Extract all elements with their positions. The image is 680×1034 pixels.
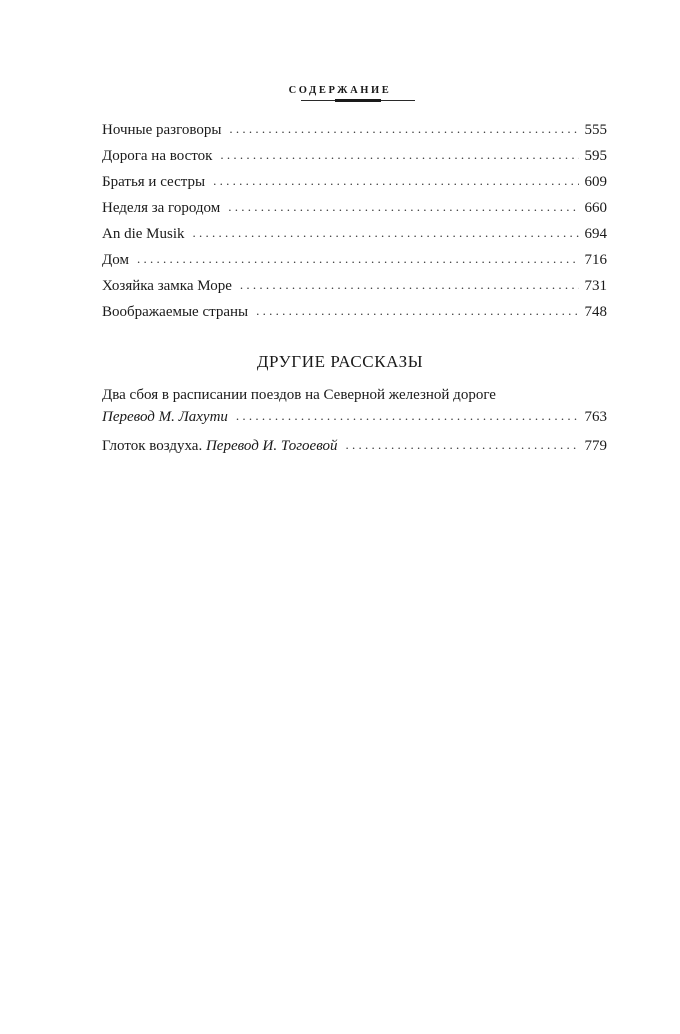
dot-leader bbox=[228, 194, 578, 220]
dot-leader bbox=[193, 220, 579, 246]
toc-entry[interactable] bbox=[102, 221, 607, 247]
toc-entry[interactable] bbox=[102, 435, 607, 456]
toc-entry-page: 555 bbox=[584, 122, 607, 138]
section-heading-other-stories: ДРУГИЕ РАССКАЗЫ bbox=[256, 352, 424, 371]
toc-entry[interactable] bbox=[102, 117, 607, 143]
header-rule-thick bbox=[335, 99, 381, 102]
toc-entry[interactable] bbox=[102, 299, 607, 325]
dot-leader bbox=[256, 298, 578, 324]
toc-entry-title-with-translator bbox=[102, 436, 338, 457]
toc-entry-page: 609 bbox=[584, 174, 607, 190]
toc-entry-title: Воображаемые страны bbox=[102, 304, 249, 320]
toc-entry[interactable] bbox=[102, 247, 607, 273]
dot-leader bbox=[137, 246, 579, 272]
toc-entry[interactable] bbox=[102, 195, 607, 221]
toc-entry-title: Два сбоя в расписании поездов на Северной железной дороге bbox=[102, 387, 496, 403]
toc-entry-title: An die Musik bbox=[102, 226, 185, 242]
toc-entry-translator: Перевод М. Лахути bbox=[102, 409, 228, 425]
toc-entry-title: Хозяйка замка Море bbox=[102, 278, 232, 294]
running-header bbox=[0, 80, 680, 98]
toc-entry-page: 694 bbox=[584, 226, 607, 242]
toc-entry-translator-line bbox=[102, 406, 607, 427]
dot-leader bbox=[229, 116, 578, 142]
toc-entry[interactable] bbox=[102, 273, 607, 299]
toc-entry-multiline[interactable] bbox=[102, 385, 607, 427]
toc-entry-title: Ночные разговоры bbox=[102, 122, 222, 138]
dot-leader bbox=[236, 405, 579, 426]
toc-entry-page: 763 bbox=[584, 409, 607, 425]
toc-entry-page: 731 bbox=[584, 278, 607, 294]
toc-main-list bbox=[102, 117, 607, 325]
toc-entry-translator: Перевод И. Тогоевой bbox=[205, 438, 338, 454]
toc-entry[interactable] bbox=[102, 143, 607, 169]
dot-leader bbox=[220, 142, 578, 168]
toc-entry-title: Дом bbox=[102, 252, 129, 268]
dot-leader bbox=[240, 272, 579, 298]
toc-entry-title: Глоток воздуха. bbox=[102, 438, 203, 454]
contents-title: СОДЕРЖАНИЕ bbox=[288, 85, 392, 96]
toc-entry-page: 748 bbox=[584, 304, 607, 320]
toc-entry-page: 595 bbox=[584, 148, 607, 164]
dot-leader bbox=[213, 168, 578, 194]
header-ornament-rule bbox=[301, 98, 415, 102]
toc-entry-title: Дорога на восток bbox=[102, 148, 213, 164]
toc-entry[interactable] bbox=[102, 169, 607, 195]
toc-entry-page: 779 bbox=[584, 438, 607, 454]
toc-other-list bbox=[102, 385, 607, 456]
toc-entry-page: 660 bbox=[584, 200, 607, 216]
dot-leader bbox=[346, 434, 579, 455]
toc-entry-title: Неделя за городом bbox=[102, 200, 221, 216]
toc-entry-page: 716 bbox=[584, 252, 607, 268]
toc-entry-title: Братья и сестры bbox=[102, 174, 206, 190]
